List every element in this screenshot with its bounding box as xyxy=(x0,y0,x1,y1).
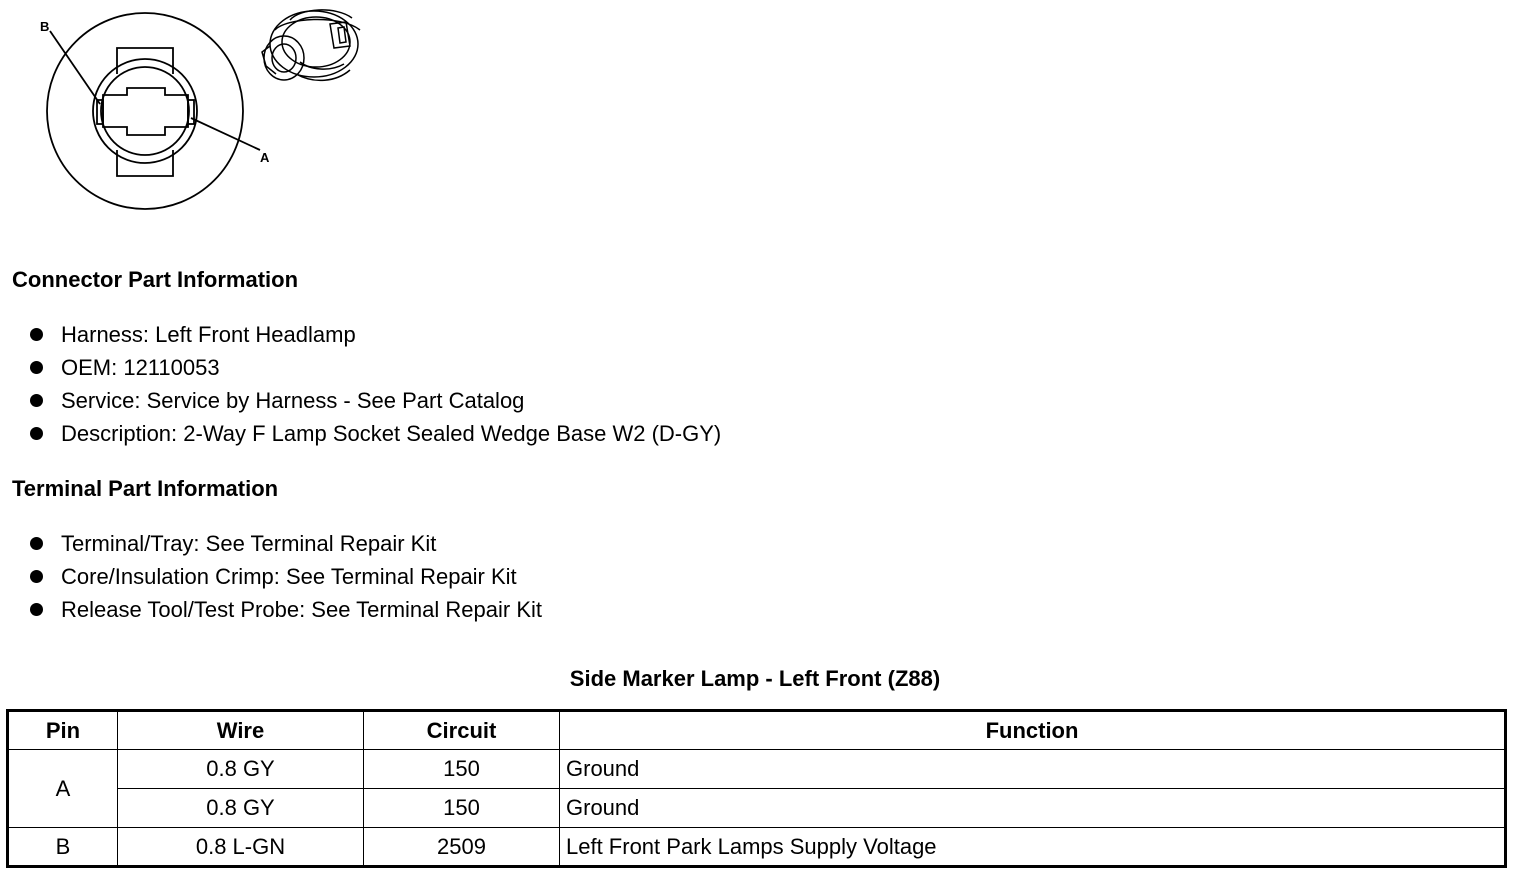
connector-perspective-view xyxy=(262,10,360,80)
callout-b: B xyxy=(40,19,50,34)
bullet-icon xyxy=(30,537,43,550)
terminal-info-list xyxy=(28,527,542,626)
list-item: Description: 2-Way F Lamp Socket Sealed Wedge Base W2 (D-GY) xyxy=(28,417,721,450)
function-cell: Ground xyxy=(560,789,1506,828)
column-header-function: Function xyxy=(560,711,1506,750)
table-header-row xyxy=(8,711,1506,750)
pin-cell: A xyxy=(8,750,118,828)
connector-info-heading: Connector Part Information xyxy=(12,267,299,292)
list-item: Core/Insulation Crimp: See Terminal Repair Kit xyxy=(28,560,542,593)
wire-cell: 0.8 GY xyxy=(118,789,364,828)
list-item: Harness: Left Front Headlamp xyxy=(28,318,721,351)
table-row xyxy=(8,789,1506,828)
connector-inner-ring xyxy=(93,59,197,163)
list-item: OEM: 12110053 xyxy=(28,351,721,384)
callout-a: A xyxy=(260,150,270,165)
bullet-icon xyxy=(30,570,43,583)
connector-info-list xyxy=(28,318,721,450)
bullet-icon xyxy=(30,361,43,374)
wire-cell: 0.8 GY xyxy=(118,750,364,789)
circuit-cell: 2509 xyxy=(364,828,560,867)
terminal-a xyxy=(188,100,194,124)
pinout-table xyxy=(6,709,1507,868)
connector-inner-ring-2 xyxy=(101,67,189,155)
connector-diagram xyxy=(0,0,400,220)
connector-face-outer-ring xyxy=(47,13,243,209)
pin-cell: B xyxy=(8,828,118,867)
table-row xyxy=(8,750,1506,789)
column-header-pin: Pin xyxy=(8,711,118,750)
list-item: Release Tool/Test Probe: See Terminal Repair Kit xyxy=(28,593,542,626)
bullet-icon xyxy=(30,603,43,616)
function-cell: Left Front Park Lamps Supply Voltage xyxy=(560,828,1506,867)
function-cell: Ground xyxy=(560,750,1506,789)
list-item: Terminal/Tray: See Terminal Repair Kit xyxy=(28,527,542,560)
list-item: Service: Service by Harness - See Part Catalog xyxy=(28,384,721,417)
column-header-circuit: Circuit xyxy=(364,711,560,750)
terminal-info-heading: Terminal Part Information xyxy=(12,476,279,501)
bullet-icon xyxy=(30,427,43,440)
circuit-cell: 150 xyxy=(364,750,560,789)
table-title: Side Marker Lamp - Left Front (Z88) xyxy=(569,666,941,691)
leader-line-a xyxy=(191,118,260,150)
bullet-icon xyxy=(30,328,43,341)
column-header-wire: Wire xyxy=(118,711,364,750)
bullet-icon xyxy=(30,394,43,407)
circuit-cell: 150 xyxy=(364,789,560,828)
wedge-slot xyxy=(103,88,188,135)
table-row xyxy=(8,828,1506,867)
connector-upper-tab xyxy=(117,48,173,74)
wire-cell: 0.8 L-GN xyxy=(118,828,364,867)
